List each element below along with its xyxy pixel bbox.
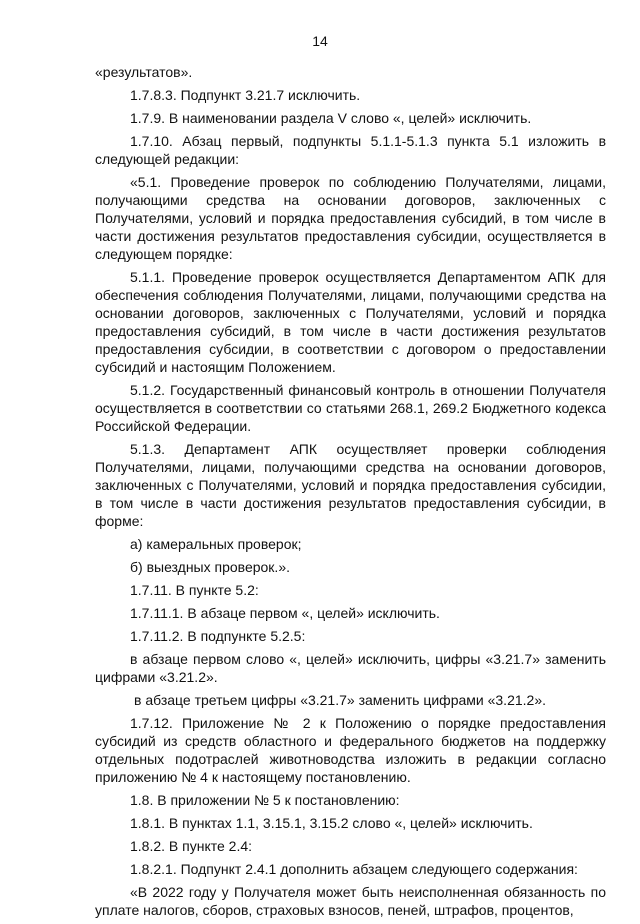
list-item-a: а) камеральных проверок;	[130, 536, 302, 552]
paragraph-1-7-11-1: 1.7.11.1. В абзаце первом «, целей» исключить.	[130, 605, 440, 621]
paragraph-continuation: «результатов».	[95, 64, 193, 80]
paragraph-third-abzac: в абзаце третьем цифры «3.21.7» заменить цифрами «3.21.2».	[134, 692, 546, 708]
paragraph-1-8-2-1: 1.8.2.1. Подпункт 2.4.1 дополнить абзацем следующего содержания:	[130, 861, 578, 877]
paragraph-1-7-10: 1.7.10. Абзац первый, подпункты 5.1.1-5.1.3 пункта 5.1 изложить в следующей редакции:	[95, 133, 606, 167]
paragraph-5-1-3: 5.1.3. Департамент АПК осуществляет проверки соблюдения Получателями, лицами, получающими средства на основании договоров, заключенных с Получателями, условий и порядка предоставления субсидии, в том числе в части достижения результатов предоставления субсидии, в форме:	[95, 441, 606, 529]
paragraph-1-8-1: 1.8.1. В пунктах 1.1, 3.15.1, 3.15.2 слово «, целей» исключить.	[130, 815, 533, 831]
list-item-b: б) выездных проверок.».	[130, 559, 290, 575]
paragraph-5-1: «5.1. Проведение проверок по соблюдению Получателями, лицами, получающими средства на основании договоров, заключенных с Получателями, условий и порядка предоставления субсидий, в том числе в части достижения результатов предоставления субсидии, осуществляется в следующем порядке:	[95, 174, 606, 262]
paragraph-first-abzac: в абзаце первом слово «, целей» исключить, цифры «3.21.7» заменить цифрами «3.21.2».	[95, 651, 606, 685]
page-number: 14	[312, 33, 328, 49]
paragraph-1-7-9: 1.7.9. В наименовании раздела V слово «, целей» исключить.	[130, 110, 532, 126]
paragraph-1-7-12: 1.7.12. Приложение № 2 к Положению о порядке предоставления субсидий из средств областного и федерального бюджетов на поддержку отдельных подотраслей животноводства изложить в редакции согласно приложению № 4 к настоящему постановлению.	[95, 715, 606, 785]
paragraph-1-8-2: 1.8.2. В пункте 2.4:	[130, 838, 253, 854]
paragraph-5-1-1: 5.1.1. Проведение проверок осуществляется Департаментом АПК для обеспечения соблюдения Получателями, лицами, получающими средства на основании договоров, заключенных с Получателями, условий и порядка предоставления субсидий, в том числе в части достижения результатов предоставления субсидии, в соответствии с договором о предоставлении субсидий и настоящим Положением.	[95, 269, 606, 375]
paragraph-2022-quote: «В 2022 году у Получателя может быть неисполненная обязанность по уплате налогов, сборов, страховых взносов, пеней, штрафов, процентов,	[95, 884, 606, 918]
paragraph-5-1-2: 5.1.2. Государственный финансовый контроль в отношении Получателя осуществляется в соответствии со статьями 268.1, 269.2 Бюджетного кодекса Российской Федерации.	[95, 382, 606, 434]
paragraph-1-7-11: 1.7.11. В пункте 5.2:	[130, 582, 259, 598]
paragraph-1-7-11-2: 1.7.11.2. В подпункте 5.2.5:	[130, 628, 306, 644]
paragraph-1-7-8-3: 1.7.8.3. Подпункт 3.21.7 исключить.	[130, 87, 361, 103]
document-body	[95, 63, 606, 924]
paragraph-1-8: 1.8. В приложении № 5 к постановлению:	[130, 792, 400, 808]
